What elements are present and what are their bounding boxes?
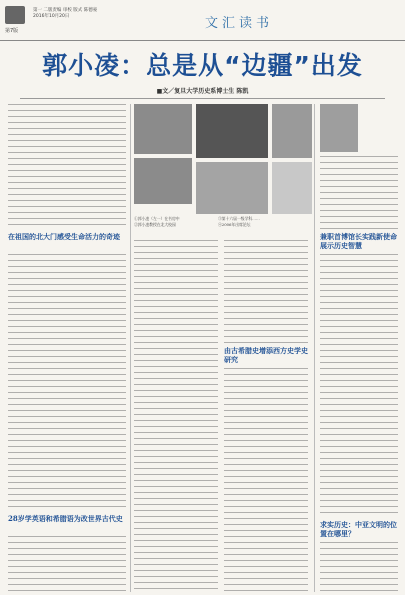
portrait-photo	[272, 104, 312, 158]
photo-caption-1-text: ①郭小凌（左一）在书房中	[134, 216, 180, 221]
body-text-column-3a	[224, 240, 308, 344]
seminar-photo	[134, 158, 192, 204]
body-text-column-3b	[224, 368, 308, 592]
body-text-column-4b	[320, 254, 398, 516]
monument-photo	[272, 162, 312, 214]
body-text-column-4c	[320, 542, 398, 592]
column-divider-1	[130, 104, 131, 592]
book-cover-photo	[196, 104, 268, 158]
header-meta-line1: 第一 二版责编 审校 版式 陈德豪	[33, 8, 98, 13]
article-headline: 郭小凌：总是从“边疆”出发	[42, 51, 363, 80]
body-text-column-1c	[8, 536, 126, 591]
section-heading-5: 求实历史：中亚文明的位置在哪里？	[320, 520, 397, 538]
section-heading-3: 由古希腊史增添西方史学史研究	[224, 346, 308, 364]
body-text-column-4a	[320, 156, 398, 230]
section-heading-1: 在祖国的北大门感受生命活力的奇迹	[8, 232, 120, 241]
page-header	[0, 0, 405, 42]
page-badge	[5, 6, 25, 24]
body-text-column-2	[134, 240, 218, 592]
column-divider-2	[314, 104, 315, 592]
photo-caption-4-text: ④2006年出席论坛	[218, 221, 251, 227]
body-text-column-1b	[8, 254, 126, 510]
article-byline: ■文／复旦大学历史系博士生 陈凯	[156, 88, 249, 95]
section-heading-2: 28岁学英语和希腊语为改世界古代史	[8, 514, 123, 523]
elderly-portrait-photo	[196, 162, 268, 214]
photo-caption-3	[218, 216, 312, 227]
scholar-photo	[320, 104, 358, 152]
header-meta	[33, 8, 133, 20]
masthead: 文汇读书	[205, 16, 274, 31]
body-text-column-1a	[8, 104, 126, 230]
header-divider	[0, 40, 405, 41]
photo-caption-3-text: ③第十六届一级学科……	[218, 216, 260, 221]
group-photo	[134, 104, 192, 154]
section-heading-4: 兼职首博馆长实践新使命展示历史智慧	[320, 232, 397, 250]
header-meta-line2: 2016年10月20日	[33, 14, 70, 19]
headline-rule	[20, 98, 385, 99]
photo-caption-2-text: ②郭小凌教授在北大校园	[134, 221, 176, 227]
photo-caption-1	[134, 216, 214, 227]
page-number: 第7版	[5, 28, 19, 34]
